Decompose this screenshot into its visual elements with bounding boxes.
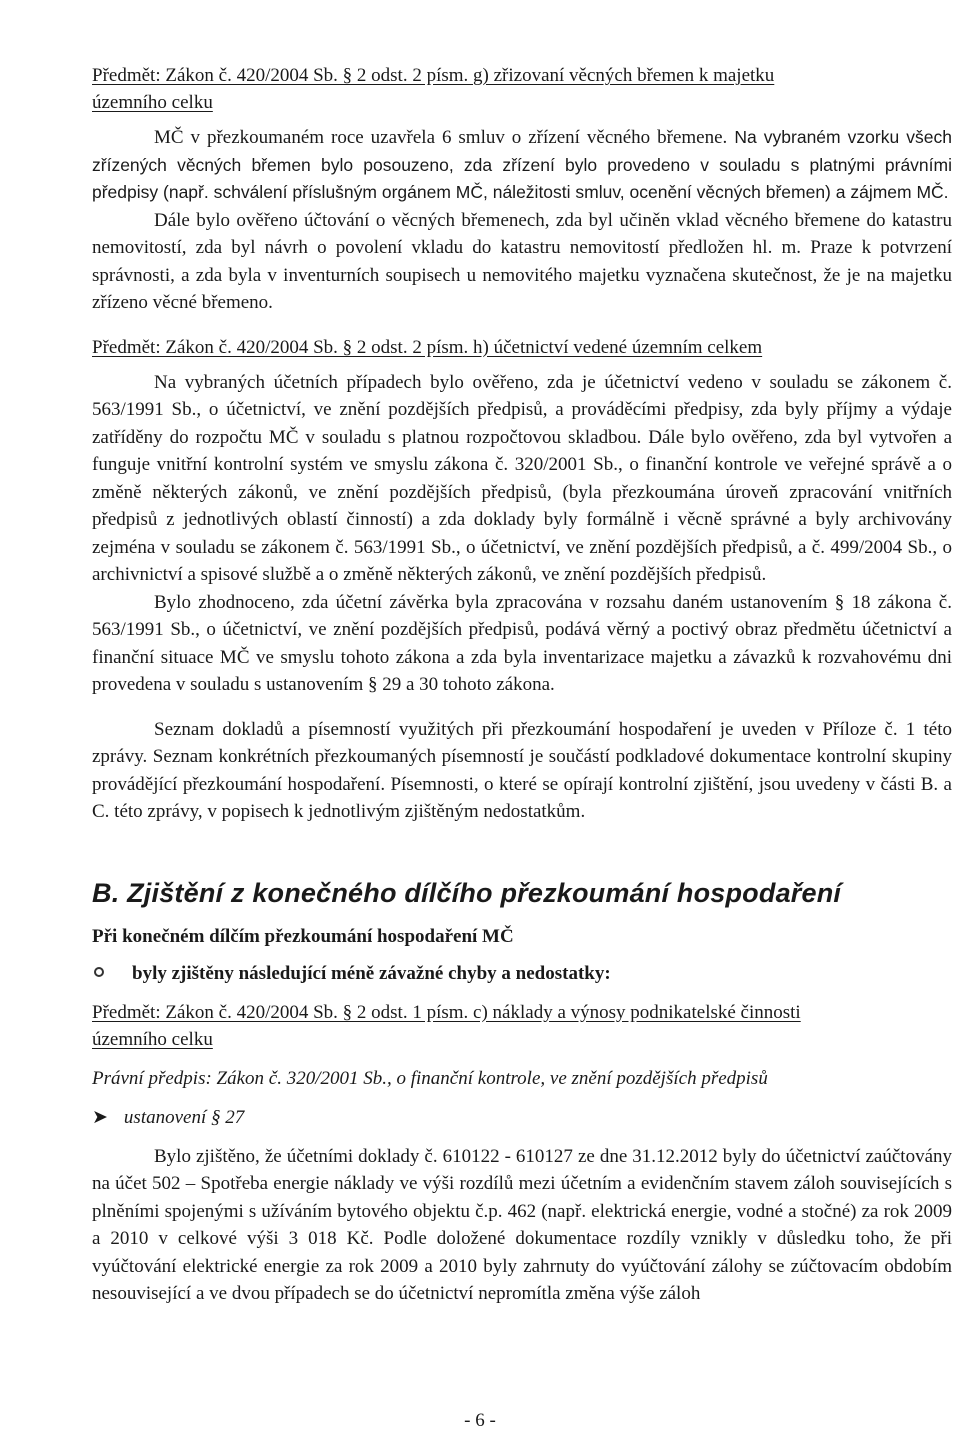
subject-c-line1: Předmět: Zákon č. 420/2004 Sb. § 2 odst. 1 písm. c) náklady a výnosy podnikatelské činnosti xyxy=(92,1001,801,1023)
subject-heading-h: Předmět: Zákon č. 420/2004 Sb. § 2 odst. 2 písm. h) účetnictví vedené územním celkem xyxy=(92,336,763,358)
bullet-item xyxy=(94,960,952,987)
paragraph-easements xyxy=(92,124,952,207)
subject-g-line1: Předmět: Zákon č. 420/2004 Sb. § 2 odst. 2 písm. g) zřizovaní věcných břemen k majetku xyxy=(92,65,775,86)
provision-item xyxy=(92,1104,952,1131)
subject-c-line2: územního celku xyxy=(92,1028,213,1050)
legal-regulation: Právní předpis: Zákon č. 320/2001 Sb., o finanční kontrole, ve znění pozdějších předpisů xyxy=(92,1067,768,1089)
page-number: - 6 - xyxy=(464,1410,496,1431)
paragraph-finding: Bylo zjištěno, že účetními doklady č. 610122 - 610127 ze dne 31.12.2012 byly do účetnictví zaúčtovány na účet 502 – Spotřeba energie náklady ve výši rozdílů mezi účetním a evidenčním stavem záloh souvisejících s plněními spojenými s užíváním bytového objektu č.p. 462 (např. elektrická energie, vodné a stočné) za rok 2009 a 2010 v celkové výši 3 018 Kč. Podle doložené dokumentace rozdíly vznikly v důsledku toho, že při vyúčtování elektrické energie za rok 2009 a 2010 byly zahrnuty do vyúčtování zálohy se zúčtovacím obdobím nesouvisející a ve dvou případech se do účetnictví nepromítla změna výše záloh xyxy=(92,1145,952,1304)
provision-text: ustanovení § 27 xyxy=(123,1106,245,1128)
paragraph-easements-part2: Na vybraném vzorku všech zřízených věcných břemen bylo posouzeno, zda zřízení bylo provedeno v souladu s platnými právními předpisy (např. schválení příslušným orgánem MČ, náležitosti smluv, ocenění věcných břemen) a zájmem MČ. xyxy=(92,127,953,202)
subject-g-line2: územního celku xyxy=(92,92,213,113)
section-b-heading: B. Zjištění z konečného dílčího přezkoumání hospodaření xyxy=(92,877,842,908)
document-page xyxy=(92,62,952,1308)
paragraph-document-list: Seznam dokladů a písemností využitých při přezkoumání hospodaření je uveden v Příloze č. 1 této zprávy. Seznam konkrétních přezkoumaných písemností je součástí podkladové dokumentace kontrolní skupiny provádějící přezkoumání hospodaření. Písemnosti, o které se opírají kontrolní zjištění, jsou uvedeny v části B. a C. této zprávy, v popisech k jednotlivým zjištěným nedostatkům. xyxy=(92,718,952,822)
paragraph-financial-statements: Bylo zhodnoceno, zda účetní závěrka byla zpracována v rozsahu daném ustanovením § 18 zákona č. 563/1991 Sb., o účetnictví, ve znění pozdějších předpisů, podává věrný a poctivý obraz předmětu účetnictví a finanční situace MČ ve smyslu tohoto zákona a zda byla inventarizace majetku a závazků k rozvahovému dni provedena v souladu s ustanovením § 29 a 30 tohoto zákona. xyxy=(92,591,952,695)
paragraph-easements-accounting: Dále bylo ověřeno účtování o věcných břemenech, zda byl učiněn vklad věcného břemene do katastru nemovitostí, zda byl návrh o povolení vkladu do katastru nemovitostí předložen hl. m. Praze k potvrzení správnosti, a zda byla v inventurních soupisech u nemovitého majetku vyznačena skutečnost, že je na majetku zřízeno věcné břemeno. xyxy=(92,209,952,313)
subject-heading-c xyxy=(92,999,952,1053)
arrow-bullet-icon: ➤ xyxy=(92,1105,108,1128)
bullet-text: byly zjištěny následující méně závažné chyby a nedostatky: xyxy=(132,962,611,984)
paragraph-accounting: Na vybraných účetních případech bylo ověřeno, zda je účetnictví vedeno v souladu se zákonem č. 563/1991 Sb., o účetnictví, ve znění pozdějších předpisů, a prováděcími předpisy, zda byly příjmy a výdaje zatříděny do rozpočtu MČ v souladu s platnou rozpočtovou skladbou. Dále bylo ověřeno, zda byl vytvořen a funguje vnitřní kontrolní systém ve smyslu zákona č. 320/2001 Sb., o finanční kontrole ve veřejné správě a o změně některých zákonů, ve znění pozdějších předpisů, (byla přezkoumána úroveň zpracování vnitřních předpisů z jednotlivých oblastí činností) a zda doklady byly formálně i věcně správné a byly archivovány zejména v souladu se zákonem č. 563/1991 Sb., o účetnictví, ve znění pozdějších předpisů, a č. 499/2004 Sb., o archivnictví a spisové službě a o změně některých zákonů, ve znění pozdějších předpisů. xyxy=(92,371,952,585)
paragraph-easements-part1: MČ v přezkoumaném roce uzavřela 6 smluv o zřízení věcného břemene. xyxy=(154,127,728,148)
subject-heading-g xyxy=(92,62,952,116)
bullet-icon xyxy=(94,967,104,977)
section-b-subheading: Při konečném dílčím přezkoumání hospodaření MČ xyxy=(92,925,514,947)
